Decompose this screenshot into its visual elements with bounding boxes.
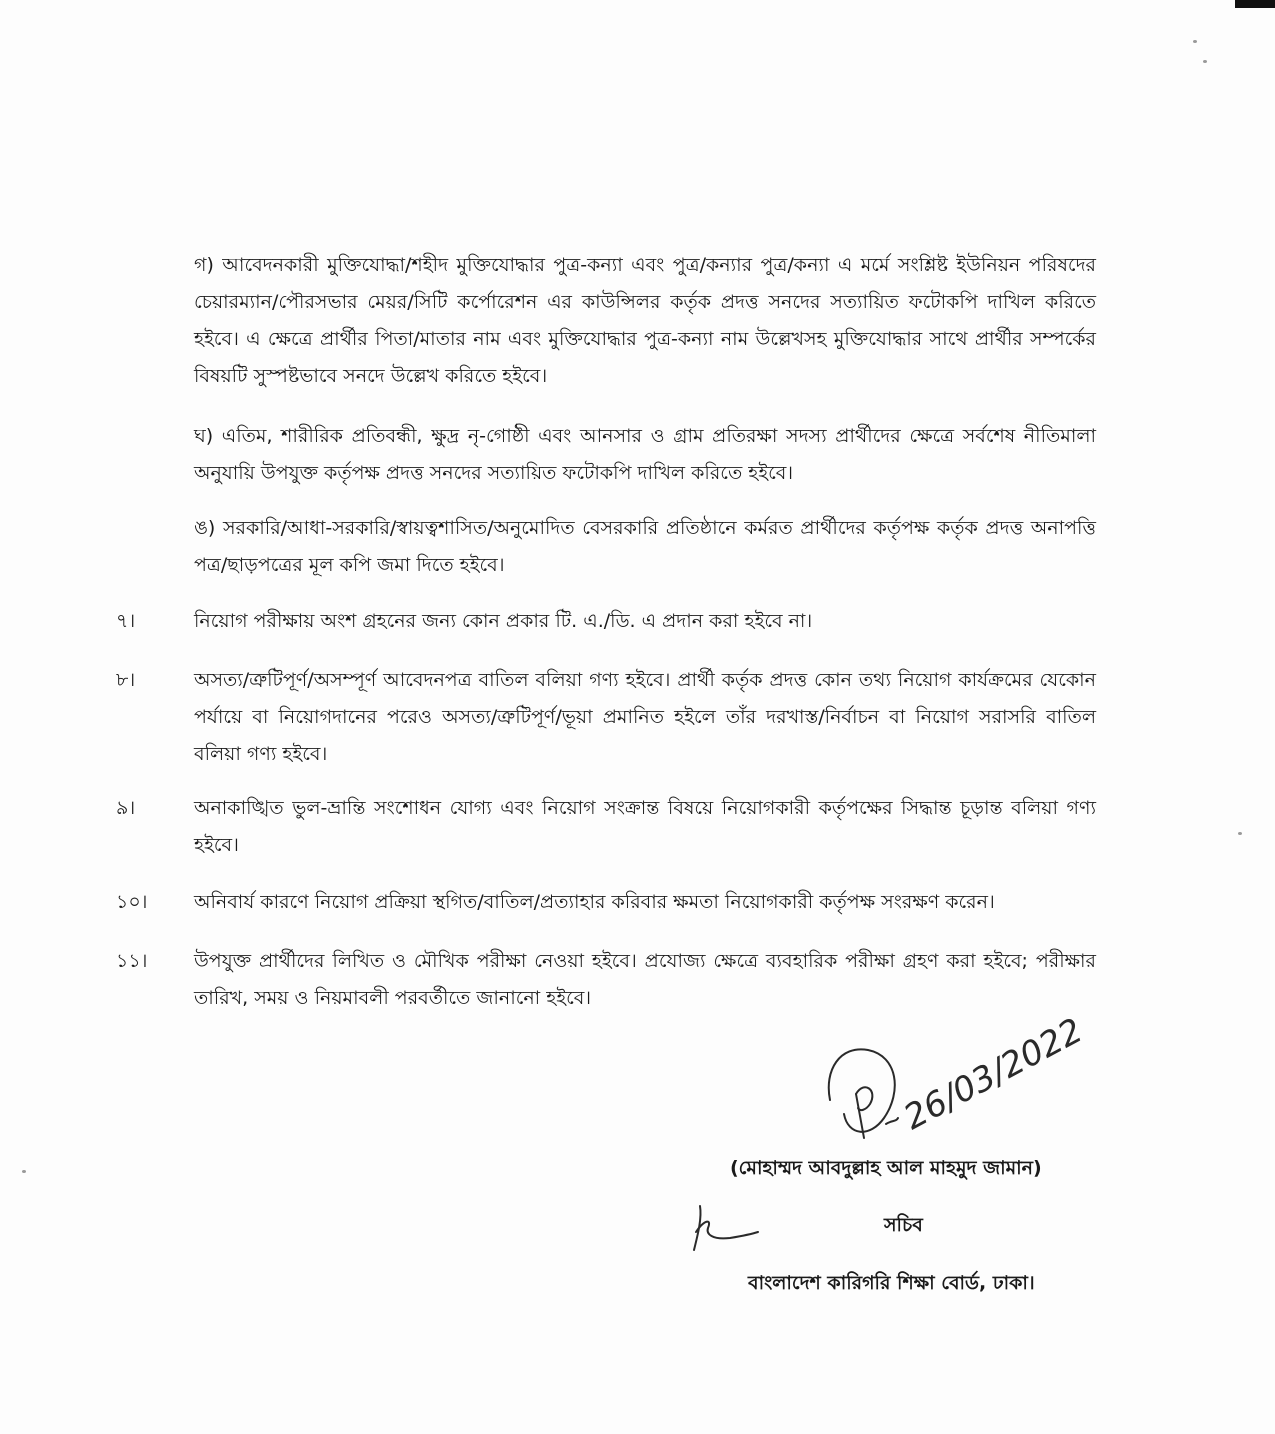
item-number: ১১। (116, 950, 148, 972)
scan-speck (1238, 832, 1242, 835)
paragraph-uma: ঙ) সরকারি/আধা-সরকারি/স্বায়ত্বশাসিত/অনুমোদিত বেসরকারি প্রতিষ্ঠানে কর্মরত প্রার্থীদের কর্তৃপক্ষ কর্তৃক প্রদত্ত অনাপত্তি পত্র/ছাড়পত্রের মূল কপি জমা দিতে হইবে। (194, 517, 1096, 576)
item-number: ৯। (116, 797, 136, 819)
signatory-title: সচিব (884, 1214, 923, 1236)
scan-speck (22, 1170, 26, 1173)
item-number: ৮। (116, 669, 136, 691)
handwritten-signature (820, 1000, 1100, 1160)
item-number: ৭। (116, 610, 136, 632)
item-text: অনিবার্য কারণে নিয়োগ প্রক্রিয়া স্থগিত/বাতিল/প্রত্যাহার করিবার ক্ষমতা নিয়োগকারী কর্তৃপক্ষ সংরক্ষণ করেন। (194, 891, 995, 913)
paragraph-gha: ঘ) এতিম, শারীরিক প্রতিবন্ধী, ক্ষুদ্র নৃ-গোষ্ঠী এবং আনসার ও গ্রাম প্রতিরক্ষা সদস্য প্রার্থীদের ক্ষেত্রে সর্বশেষ নীতিমালা অনুযায়ি উপযুক্ত কর্তৃপক্ষ প্রদত্ত সনদের সত্যায়িত ফটোকপি দাখিল করিতে হইবে। (194, 425, 1096, 484)
scan-corner-mark (1235, 0, 1275, 8)
item-text: নিয়োগ পরীক্ষায় অংশ গ্রহনের জন্য কোন প্রকার টি. এ./ডি. এ প্রদান করা হইবে না। (194, 610, 813, 632)
item-text: অনাকাঙ্খিত ভুল-ভ্রান্তি সংশোধন যোগ্য এবং নিয়োগ সংক্রান্ত বিষয়ে নিয়োগকারী কর্তৃপক্ষের সিদ্ধান্ত চূড়ান্ত বলিয়া গণ্য হইবে। (194, 797, 1096, 856)
item-text: উপযুক্ত প্রার্থীদের লিখিত ও মৌখিক পরীক্ষা নেওয়া হইবে। প্রযোজ্য ক্ষেত্রে ব্যবহারিক পরীক্ষা গ্রহণ করা হইবে; পরীক্ষার তারিখ, সময় ও নিয়মাবলী পরবর্তীতে জানানো হইবে। (194, 950, 1096, 1009)
item-text: অসত্য/ত্রুটিপূর্ণ/অসম্পূর্ণ আবেদনপত্র বাতিল বলিয়া গণ্য হইবে। প্রার্থী কর্তৃক প্রদত্ত কোন তথ্য নিয়োগ কার্যক্রমের যেকোন পর্যায়ে বা নিয়োগদানের পরেও অসত্য/ত্রুটিপূর্ণ/ভূয়া প্রমানিত হইলে তাঁর দরখাস্ত/নির্বাচন বা নিয়োগ সরাসরি বাতিল বলিয়া গণ্য হইবে। (194, 669, 1096, 765)
initials-mark (682, 1198, 762, 1258)
scan-speck (1193, 40, 1197, 43)
signatory-name: (মোহাম্মদ আবদুল্লাহ আল মাহমুদ জামান) (730, 1157, 1042, 1179)
scan-speck (1203, 60, 1207, 63)
organization-name: বাংলাদেশ কারিগরি শিক্ষা বোর্ড, ঢাকা। (748, 1272, 1035, 1294)
item-number: ১০। (116, 891, 148, 913)
signature-date: 26/03/2022 (897, 1010, 1090, 1138)
paragraph-ga: গ) আবেদনকারী মুক্তিযোদ্ধা/শহীদ মুক্তিযোদ্ধার পুত্র-কন্যা এবং পুত্র/কন্যার পুত্র/কন্যা এ মর্মে সংশ্লিষ্ট ইউনিয়ন পরিষদের চেয়ারম্যান/পৌরসভার মেয়র/সিটি কর্পোরেশন এর কাউন্সিলর কর্তৃক প্রদত্ত সনদের সত্যায়িত ফটোকপি দাখিল করিতে হইবে। এ ক্ষেত্রে প্রার্থীর পিতা/মাতার নাম এবং মুক্তিযোদ্ধার পুত্র-কন্যা নাম উল্লেখসহ মুক্তিযোদ্ধার সাথে প্রার্থীর সম্পর্কের বিষয়টি সুস্পষ্টভাবে সনদে উল্লেখ করিতে হইবে। (194, 254, 1096, 387)
